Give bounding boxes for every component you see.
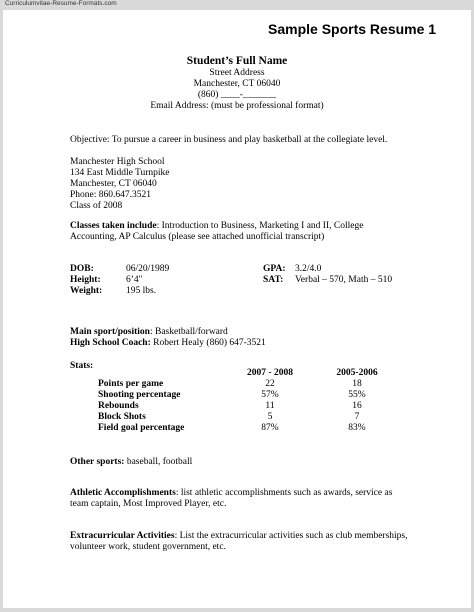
classes-label: Classes taken include	[70, 221, 157, 231]
stat-value: 18	[352, 379, 362, 389]
classes-text: : Introduction to Business, Marketing I and II, College	[156, 221, 364, 231]
other-sports-value: baseball, football	[124, 457, 193, 467]
dob-label: DOB:	[70, 264, 94, 274]
email-address: Email Address: (must be professional format)	[150, 101, 324, 111]
stat-value: 83%	[348, 423, 366, 433]
stat-value: 5	[267, 412, 273, 422]
stat-value: 16	[352, 401, 362, 411]
stat-label: Field goal percentage	[98, 423, 185, 433]
athletic-text: : list athletic accomplishments such as awards, service as	[175, 488, 393, 498]
extracurricular-line-2: volunteer work, student government, etc.	[70, 542, 226, 552]
class-year: Class of 2008	[70, 201, 123, 211]
sat-label: SAT:	[263, 275, 284, 285]
coach-value: Robert Healy (860) 647-3521	[150, 338, 266, 348]
school-phone: Phone: 860.647.3521	[70, 190, 152, 200]
stat-label: Points per game	[98, 379, 164, 389]
contact-header	[0, 55, 474, 112]
other-sports-line	[70, 457, 192, 468]
stat-value: 87%	[261, 423, 279, 433]
phone-number: (860) ____-_______	[197, 90, 277, 100]
gpa-value: 3.2/4.0	[295, 264, 322, 274]
stat-label: Rebounds	[98, 401, 139, 411]
athletic-label: Athletic Accomplishments	[70, 488, 176, 498]
street-address: Street Address	[209, 68, 265, 78]
classes-line-1	[70, 221, 363, 232]
school-city: Manchester, CT 06040	[70, 179, 157, 189]
city-state: Manchester, CT 06040	[193, 79, 281, 89]
school-name: Manchester High School	[70, 157, 165, 167]
coach-label: High School Coach:	[70, 338, 151, 348]
watermark: Curriculumvitae-Resume-Formats.com	[5, 0, 117, 7]
table-row	[98, 401, 398, 412]
student-name: Student’s Full Name	[186, 55, 288, 67]
classes-line-2: Accounting, AP Calculus (please see attached unofficial transcript)	[70, 232, 325, 242]
table-row	[98, 379, 398, 390]
coach-line	[70, 338, 266, 349]
table-row	[98, 412, 398, 423]
document-title: Sample Sports Resume 1	[268, 21, 437, 37]
school-street: 134 East Middle Turnpike	[70, 168, 170, 178]
school-block	[70, 157, 170, 212]
other-sports-label: Other sports:	[70, 457, 125, 467]
stat-value: 11	[265, 401, 275, 411]
extracurricular-label: Extracurricular Activities	[70, 531, 175, 541]
objective-line: Objective: To pursue a career in business and play basketball at the collegiate level.	[70, 135, 388, 145]
main-sport-label: Main sport/position	[70, 327, 150, 337]
season-header: 2005-2006	[336, 368, 378, 378]
stat-label: Shooting percentage	[98, 390, 181, 400]
table-row	[98, 423, 398, 434]
sat-value: Verbal – 570, Math – 510	[295, 275, 393, 285]
stat-value: 55%	[348, 390, 366, 400]
season-header: 2007 - 2008	[247, 368, 293, 378]
stat-value: 7	[354, 412, 360, 422]
stats-label: Stats:	[70, 361, 94, 371]
stats-header-row	[98, 368, 398, 379]
weight-value: 195 lbs.	[126, 286, 157, 296]
table-row	[98, 390, 398, 401]
main-sport-line	[70, 327, 228, 338]
weight-label: Weight:	[70, 286, 103, 296]
extracurricular-line-1	[70, 531, 408, 542]
athletic-line-2: team captain, Most Improved Player, etc.	[70, 499, 227, 509]
main-sport-value: : Basketball/forward	[149, 327, 228, 337]
stat-value: 57%	[261, 390, 279, 400]
athletic-line-1	[70, 488, 392, 499]
height-label: Height:	[70, 275, 101, 285]
extracurricular-text: : List the extracurricular activities such as club memberships,	[174, 531, 408, 541]
height-value: 6’4"	[126, 275, 143, 285]
dob-value: 06/20/1989	[126, 264, 170, 274]
gpa-label: GPA:	[263, 264, 286, 274]
stats-table	[98, 368, 398, 434]
stat-value: 22	[265, 379, 275, 389]
stat-label: Block Shots	[98, 412, 146, 422]
